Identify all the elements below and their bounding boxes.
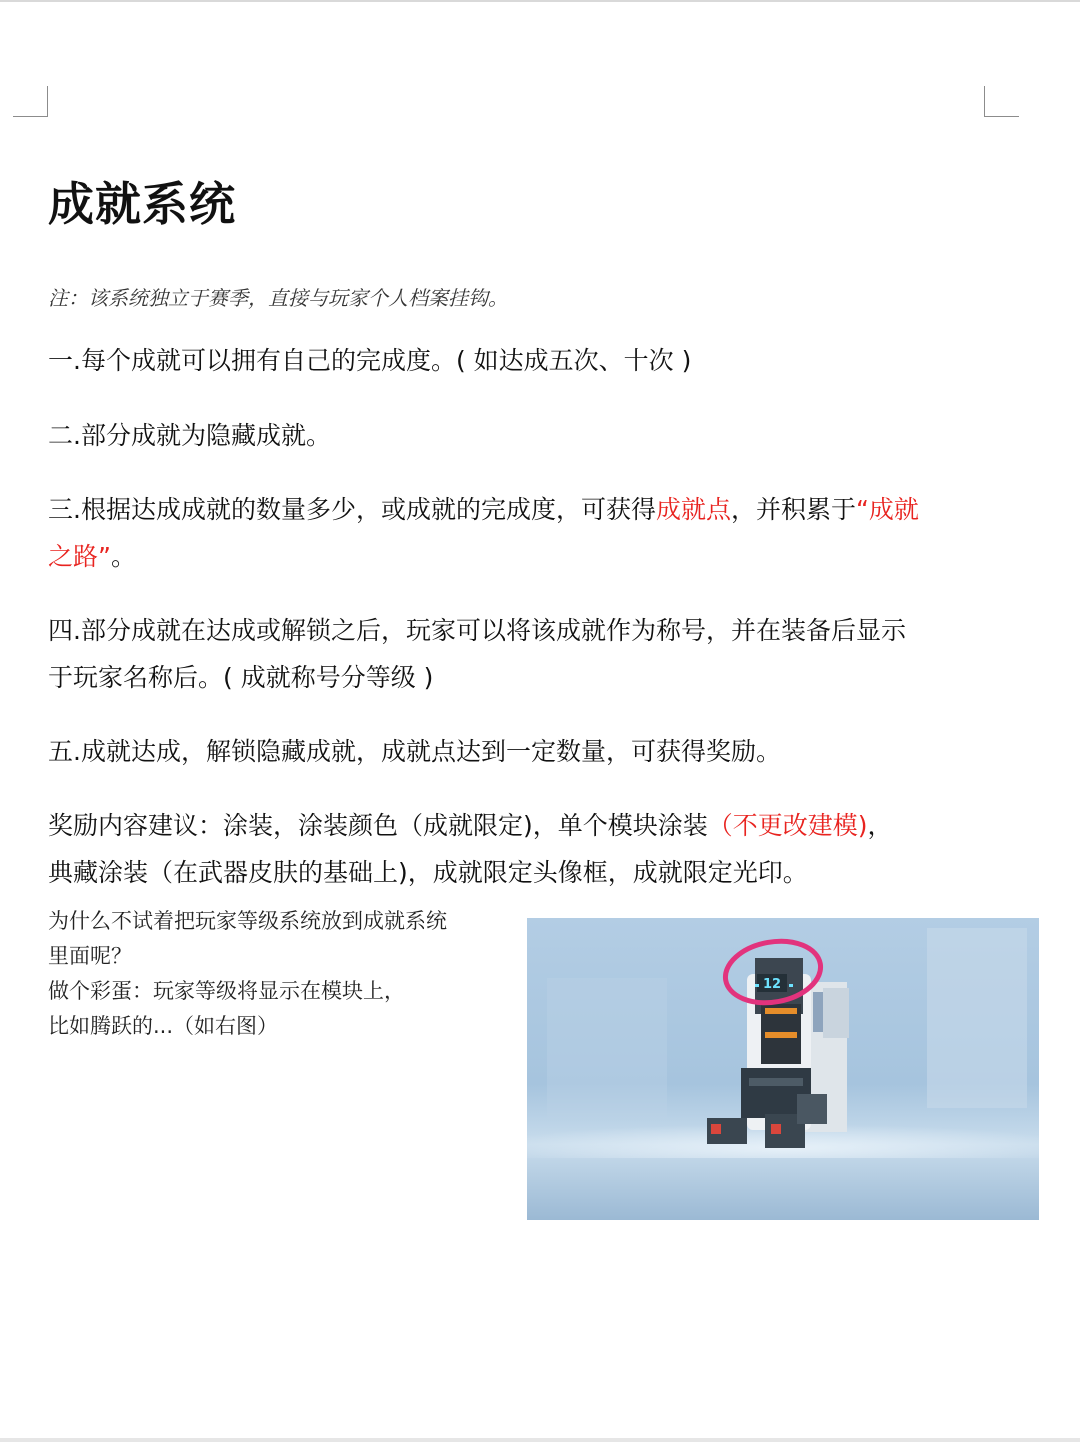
side-note-line-4: 比如腾跃的...（如右图） (48, 1014, 279, 1038)
page-top-border (0, 0, 1080, 2)
item-1: 一.每个成就可以拥有自己的完成度。( 如达成五次、十次 ) (48, 346, 692, 375)
item-3-highlight-road-a: “成就 (855, 495, 919, 524)
module-screenshot (527, 918, 1039, 1220)
margin-corner-left (13, 86, 48, 117)
module-level-label: 12 (762, 977, 782, 992)
item-3-highlight-points: 成就点 (655, 495, 731, 524)
item-4 (48, 607, 998, 701)
page-title: 成就系统 (48, 177, 236, 231)
reward-text-a: 奖励内容建议：涂装，涂装颜色（成就限定)，单个模块涂装 (48, 811, 708, 840)
margin-corner-right (984, 86, 1019, 117)
item-3-text-a: 三.根据达成成就的数量多少，或成就的完成度，可获得 (48, 495, 656, 524)
reward-line-2: 典藏涂装（在武器皮肤的基础上)，成就限定头像框，成就限定光印。 (48, 858, 808, 887)
side-note-line-3: 做个彩蛋：玩家等级将显示在模块上， (48, 979, 405, 1003)
item-3-text-c: 。 (110, 542, 136, 571)
item-3-highlight-road-b: 之路” (48, 542, 111, 571)
item-5: 五.成就达成，解锁隐藏成就，成就点达到一定数量，可获得奖励。 (48, 737, 781, 766)
item-3 (48, 486, 998, 580)
page-bottom-border (0, 1438, 1080, 1442)
reward-text-b: ， (867, 811, 893, 840)
reward-suggestion (48, 802, 998, 896)
side-note (48, 904, 518, 1044)
side-note-line-1: 为什么不试着把玩家等级系统放到成就系统 (48, 909, 447, 933)
side-note-line-2: 里面呢？ (48, 944, 132, 968)
note-text: 注：该系统独立于赛季，直接与玩家个人档案挂钩。 (48, 286, 508, 310)
module-illustration (527, 918, 1039, 1220)
item-4-line-1: 四.部分成就在达成或解锁之后，玩家可以将该成就作为称号，并在装备后显示 (48, 616, 906, 645)
item-4-line-2: 于玩家名称后。( 成就称号分等级 ) (48, 663, 434, 692)
item-2: 二.部分成就为隐藏成就。 (48, 421, 331, 450)
reward-highlight: （不更改建模) (707, 811, 868, 840)
item-3-text-b: ，并积累于 (730, 495, 856, 524)
